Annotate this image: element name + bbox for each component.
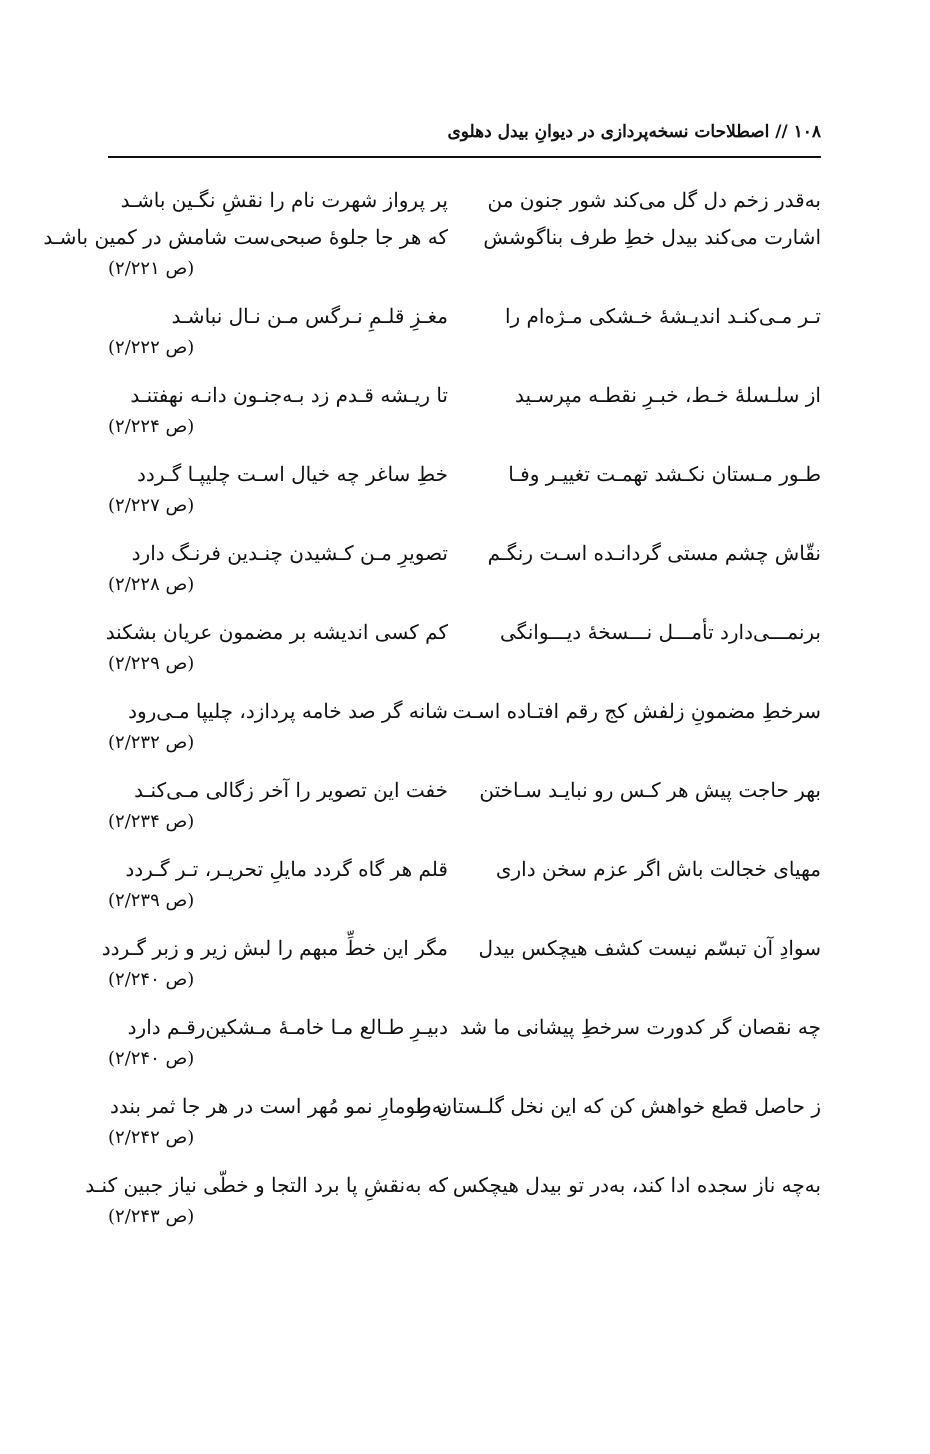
page-reference: (ص ۲/۲۴۰) [108, 969, 195, 990]
couplet [108, 456, 821, 535]
page-reference: (ص ۲/۲۳۲) [108, 732, 195, 753]
page-reference-row [108, 493, 821, 535]
first-hemistich: به‌قدر زخم دل گل می‌کند شور جنون من [487, 188, 821, 212]
couplet [105, 614, 821, 693]
first-hemistich: سوادِ آن تبسّم نیست کشف هیچکس بیدل [478, 936, 821, 960]
first-hemistich: طـور مـستان نکـشد تهمـت تغییـر وفـا [508, 462, 821, 486]
couplet [108, 535, 821, 614]
page-reference-row [108, 730, 821, 772]
page-reference: (ص ۲/۲۳۹) [108, 890, 195, 911]
page-reference: (ص ۲/۲۴۳) [108, 1206, 195, 1227]
page-reference: (ص ۲/۲۲۲) [108, 337, 195, 358]
verse-line [108, 456, 821, 493]
page-reference: (ص ۲/۲۲۱) [108, 258, 195, 279]
page-reference: (ص ۲/۲۲۹) [108, 653, 195, 674]
first-hemistich: ز حاصل قطع خواهش کن که این نخل گلـستان را [415, 1094, 821, 1118]
verse-line [108, 535, 821, 572]
first-hemistich: به‌چه ناز سجده ادا کند، به‌در تو بیدل هیچکس [452, 1173, 821, 1197]
second-hemistich: مغـزِ قلـمِ نـرگس مـن نـال نباشـد [171, 304, 448, 328]
verse-line [108, 693, 821, 730]
couplet [101, 930, 821, 1009]
first-hemistich: سرخطِ مضمونِ زلفش کج رقم افتـاده اسـت [452, 699, 821, 723]
page-reference-row [108, 1204, 821, 1246]
verse-line [43, 219, 821, 256]
couplet [85, 1167, 821, 1246]
second-hemistich: قلم هر گاه گردد مایلِ تحریـر، تـر گـردد [125, 857, 448, 881]
second-hemistich: تصویرِ مـن کـشیدن چنـدین فرنـگ دارد [131, 541, 448, 565]
poem-list [43, 182, 821, 1246]
page-reference-row [108, 651, 821, 693]
page-reference: (ص ۲/۲۴۲) [108, 1127, 195, 1148]
verse-line [85, 1167, 821, 1204]
couplet [108, 772, 821, 851]
verse-line [108, 1009, 821, 1046]
page-reference: (ص ۲/۲۲۸) [108, 574, 195, 595]
page-reference-row [108, 414, 821, 456]
second-hemistich: خطِ ساغر چه خیال اسـت چلیپـا گـردد [137, 462, 448, 486]
first-hemistich: چه نقصان گر کدورت سرخطِ پیشانی ما شد [459, 1015, 821, 1039]
couplet [108, 298, 821, 377]
page-reference-row [108, 1046, 821, 1088]
verse-line [108, 1088, 821, 1125]
page-reference-row [108, 335, 821, 377]
couplet [108, 377, 821, 456]
verse-line [108, 772, 821, 809]
first-hemistich: اشارت می‌کند بیدل خطِ طرف بناگوشش [483, 225, 821, 249]
page-reference-row [108, 888, 821, 930]
couplet [43, 182, 821, 298]
second-hemistich: شانه گر صد خامه پردازد، چلیپا مـی‌رود [128, 699, 448, 723]
verse-line [108, 298, 821, 335]
couplet [108, 1088, 821, 1167]
verse-line [101, 930, 821, 967]
first-hemistich: بهر حاجت پیش هر کـس رو نبایـد سـاختن [479, 778, 821, 802]
second-hemistich: دبیـرِ طـالع مـا خامـهٔ مـشکین‌رقـم دارد [127, 1015, 448, 1039]
page-reference-row [108, 572, 821, 614]
page-reference-row [108, 809, 821, 851]
couplet [108, 693, 821, 772]
second-hemistich: خفت این تصویر را آخر زگالی مـی‌کنـد [134, 778, 448, 802]
page-reference-row [108, 967, 821, 1009]
couplet [108, 851, 821, 930]
verse-line [108, 377, 821, 414]
first-hemistich: از سلـسلهٔ خـط، خبـرِ نقطـه مپرسـید [515, 383, 821, 407]
page-reference: (ص ۲/۲۴۰) [108, 1048, 195, 1069]
first-hemistich: تـر مـی‌کنـد اندیـشهٔ خـشکی مـژه‌ام را [504, 304, 821, 328]
second-hemistich: مگر این خطِّ مبهم را لبش زیر و زبر گـردد [101, 936, 448, 960]
second-hemistich: تا ریـشه قـدم زد بـه‌جنـون دانـه نهفتنـد [130, 383, 448, 407]
second-hemistich: به‌طومارِ نمو مُهر است در هر جا ثمر بندد [109, 1094, 448, 1118]
running-header: ۱۰۸ // اصطلاحات نسخه‌پردازی در دیوانِ بیدل دهلوی [447, 122, 821, 142]
page-reference: (ص ۲/۲۲۴) [108, 416, 195, 437]
first-hemistich: برنمـــی‌دارد تأمـــل نـــسخهٔ دیـــوانگی [499, 620, 821, 644]
first-hemistich: نقّاش چشم مستی گردانـده اسـت رنگـم [487, 541, 821, 565]
second-hemistich: پر پرواز شهرت نام را نقشِ نگـین باشـد [120, 188, 448, 212]
first-hemistich: مهیای خجالت باش اگر عزم سخن داری [495, 857, 821, 881]
second-hemistich: کم کسی اندیشه بر مضمون عریان بشکند [105, 620, 448, 644]
page-reference-row [108, 256, 821, 298]
page-header [108, 120, 821, 158]
second-hemistich: که هر جا جلوهٔ صبحی‌ست شامش در کمین باشـد [43, 225, 448, 249]
page-reference: (ص ۲/۲۳۴) [108, 811, 195, 832]
page-reference-row [108, 1125, 821, 1167]
verse-line [108, 851, 821, 888]
verse-line [108, 182, 821, 219]
verse-line [105, 614, 821, 651]
page-reference: (ص ۲/۲۲۷) [108, 495, 195, 516]
second-hemistich: که به‌نقشِ پا برد التجا و خطّی نیاز جبین کنـد [85, 1173, 448, 1197]
couplet [108, 1009, 821, 1088]
